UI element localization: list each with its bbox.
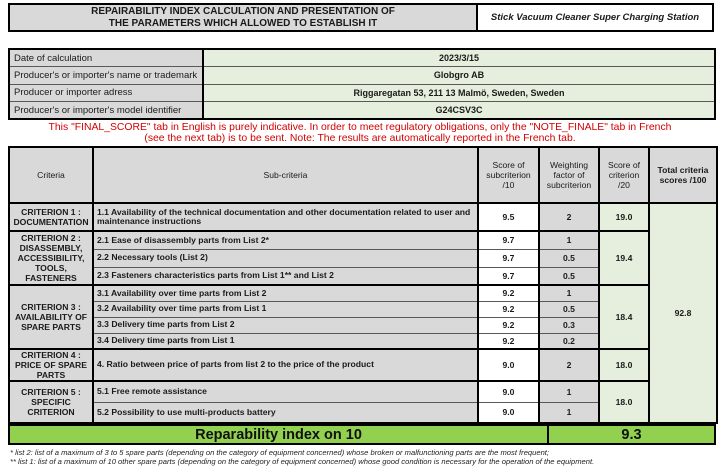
subcriteria-cell: 2.2 Necessary tools (List 2) [93, 249, 478, 267]
subscore-cell: 9.0 [478, 381, 539, 402]
subscore-cell: 9.0 [478, 349, 539, 381]
info-label-producer-name: Producer's or importer's name or trademark [9, 67, 203, 85]
weight-cell: 1 [539, 381, 599, 402]
weight-cell: 1 [539, 231, 599, 249]
criteria-cell: CRITERION 1 : DOCUMENTATION [9, 203, 93, 231]
product-name: Stick Vacuum Cleaner Super Charging Station [476, 3, 714, 32]
info-value-producer-address: Riggaregatan 53, 211 13 Malmö, Sweden, Sweden [203, 84, 715, 102]
subscore-cell: 9.0 [478, 402, 539, 423]
info-value-model-identifier: G24CSV3C [203, 102, 715, 120]
weight-cell: 0.2 [539, 333, 599, 349]
table-row [9, 231, 717, 249]
product-info-table [8, 48, 716, 120]
criteria-cell: CRITERION 4 : PRICE OF SPARE PARTS [9, 349, 93, 381]
weight-cell: 1 [539, 285, 599, 301]
subcriteria-cell: 4. Ratio between price of parts from list 2 to the price of the product [93, 349, 478, 381]
info-value-date: 2023/3/15 [203, 49, 715, 67]
regulatory-notice-line2: (see the next tab) is to be sent. Note: The results are automatically reported in the French tab. [144, 133, 576, 144]
col-header-subcriteria: Sub-criteria [93, 147, 478, 203]
subcriteria-cell: 3.4 Delivery time parts from List 1 [93, 333, 478, 349]
criteria-cell: CRITERION 5 : SPECIFIC CRITERION [9, 381, 93, 423]
repairability-index-bar [8, 424, 716, 445]
col-header-weighting-factor: Weighting factor of subcriterion [539, 147, 599, 203]
info-label-model-identifier: Producer's or importer's model identifier [9, 102, 203, 120]
subscore-cell: 9.2 [478, 301, 539, 317]
sheet-header [8, 3, 716, 32]
criteria-table-header-row [9, 147, 717, 203]
criterion-score-cell: 19.0 [599, 203, 649, 231]
repairability-index-value: 9.3 [621, 426, 642, 443]
subcriteria-cell: 5.1 Free remote assistance [93, 381, 478, 402]
subcriteria-cell: 2.3 Fasteners characteristics parts from List 1** and List 2 [93, 267, 478, 285]
col-header-criterion-score: Score of criterion /20 [599, 147, 649, 203]
info-row [9, 67, 715, 85]
weight-cell: 0.5 [539, 267, 599, 285]
subscore-cell: 9.2 [478, 333, 539, 349]
col-header-total-scores: Total criteria scores /100 [649, 147, 717, 203]
footnote-list1: ** list 1: list of a maximum of 10 other spare parts (depending on the category of equipment concerned) whose good condition is necessary for the operation of the equipment. [10, 457, 595, 466]
info-value-producer-name: Globgro AB [203, 67, 715, 85]
subscore-cell: 9.7 [478, 249, 539, 267]
info-row [9, 102, 715, 120]
subscore-cell: 9.5 [478, 203, 539, 231]
sheet-title-line2: THE PARAMETERS WHICH ALLOWED TO ESTABLISH IT [108, 17, 378, 29]
criterion-score-cell: 18.4 [599, 285, 649, 349]
table-row [9, 349, 717, 381]
footnotes [10, 448, 720, 466]
subcriteria-cell: 3.3 Delivery time parts from List 2 [93, 317, 478, 333]
weight-cell: 1 [539, 402, 599, 423]
info-row [9, 49, 715, 67]
info-label-producer-address: Producer or importer adress [9, 84, 203, 102]
total-score-cell: 92.8 [649, 203, 717, 423]
subcriteria-cell: 3.2 Availability over time parts from List 1 [93, 301, 478, 317]
sheet-title [8, 3, 478, 32]
col-header-subcriterion-score: Score of subcriterion /10 [478, 147, 539, 203]
regulatory-notice-line1: This "FINAL_SCORE" tab in English is purely indicative. In order to meet regulatory obligations, only the "NOTE_FINALE" tab in French [48, 122, 672, 133]
criteria-cell: CRITERION 3 : AVAILABILITY OF SPARE PARTS [9, 285, 93, 349]
criterion-score-cell: 18.0 [599, 381, 649, 423]
footnote-list2: * list 2: list of a maximum of 3 to 5 spare parts (depending on the category of equipment concerned) whose broken or malfunctioning parts are the most frequent; [10, 448, 550, 457]
subcriteria-cell: 2.1 Ease of disassembly parts from List 2* [93, 231, 478, 249]
criterion-score-cell: 18.0 [599, 349, 649, 381]
info-label-date: Date of calculation [9, 49, 203, 67]
criteria-cell: CRITERION 2 : DISASSEMBLY, ACCESSIBILITY, TOOLS, FASTENERS [9, 231, 93, 285]
weight-cell: 0.5 [539, 249, 599, 267]
table-row [9, 285, 717, 301]
subscore-cell: 9.2 [478, 285, 539, 301]
subscore-cell: 9.2 [478, 317, 539, 333]
table-row [9, 381, 717, 402]
subscore-cell: 9.7 [478, 267, 539, 285]
weight-cell: 0.3 [539, 317, 599, 333]
criteria-table [8, 146, 718, 424]
sheet-title-line1: REPAIRABILITY INDEX CALCULATION AND PRESENTATION OF [91, 5, 395, 17]
subcriteria-cell: 3.1 Availability over time parts from List 2 [93, 285, 478, 301]
subcriteria-cell: 1.1 Availability of the technical documentation and other documentation related to user and maintenance instructions [93, 203, 478, 231]
weight-cell: 2 [539, 349, 599, 381]
subcriteria-cell: 5.2 Possibility to use multi-products battery [93, 402, 478, 423]
table-row [9, 203, 717, 231]
col-header-criteria: Criteria [9, 147, 93, 203]
info-row [9, 84, 715, 102]
repairability-index-label: Reparability index on 10 [10, 426, 549, 443]
regulatory-notice [0, 122, 720, 144]
criterion-score-cell: 19.4 [599, 231, 649, 285]
weight-cell: 2 [539, 203, 599, 231]
subscore-cell: 9.7 [478, 231, 539, 249]
weight-cell: 0.5 [539, 301, 599, 317]
